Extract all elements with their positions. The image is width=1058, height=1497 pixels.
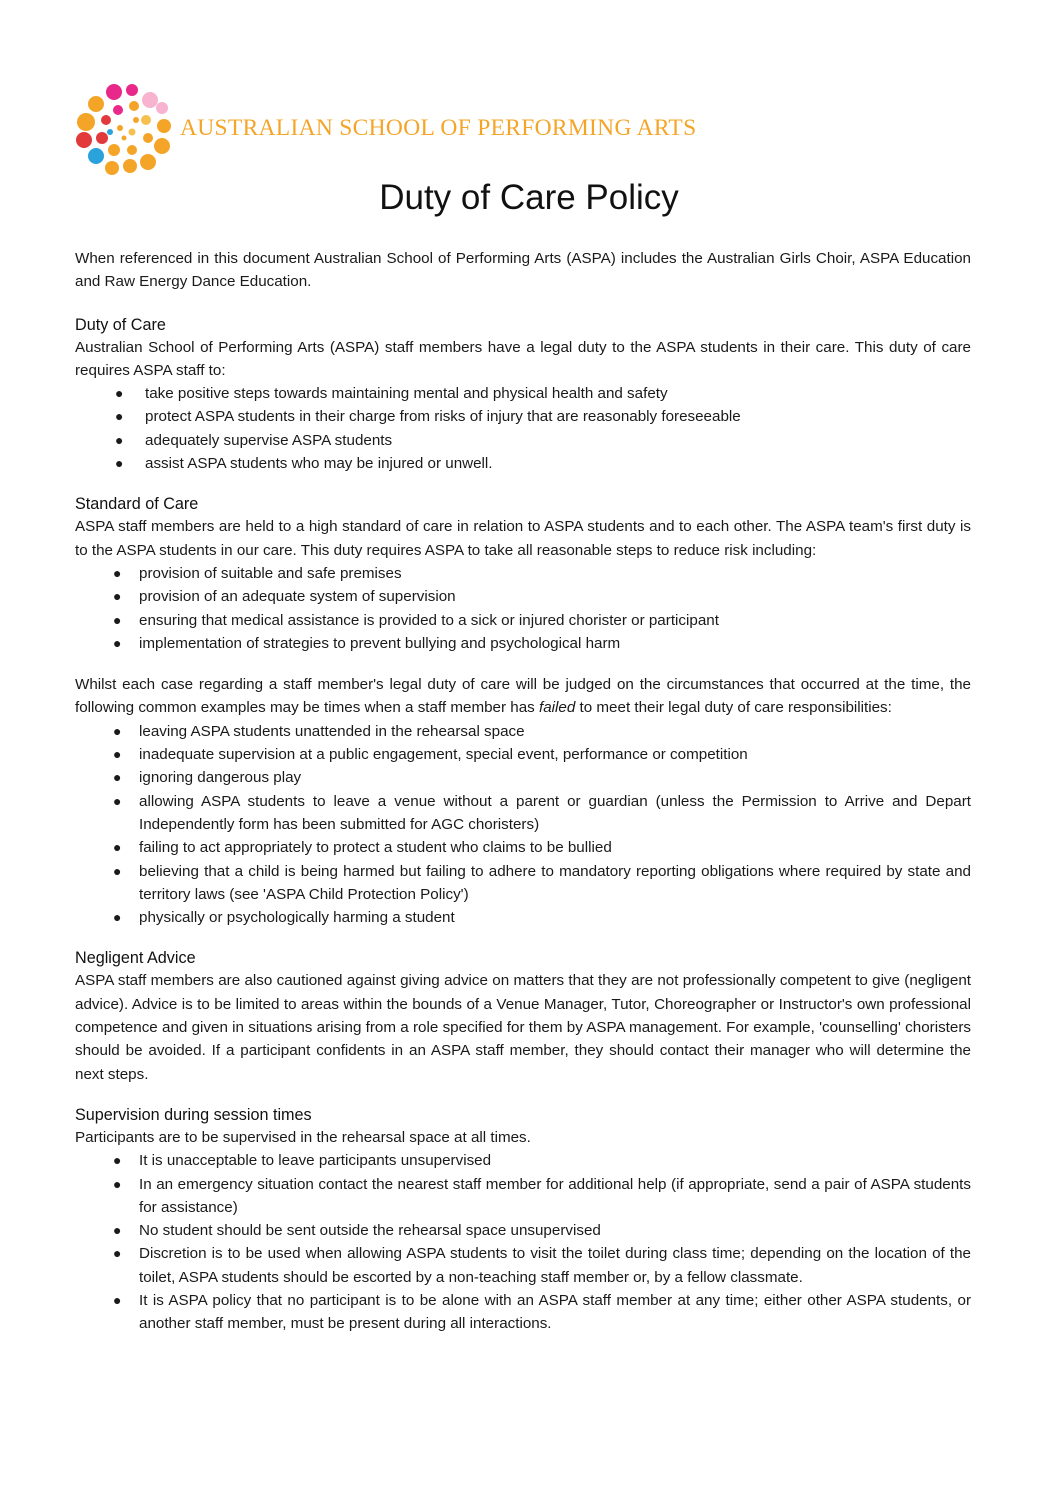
duty-of-care-paragraph: Australian School of Performing Arts (ASPA) staff members have a legal duty to the ASPA students in their care. This duty of care requires ASPA staff to: bbox=[75, 338, 971, 379]
list-item: ● inadequate supervision at a public engagement, special event, performance or competition bbox=[75, 743, 971, 766]
bullet-icon: ● bbox=[113, 1152, 122, 1169]
bullet-icon: ● bbox=[113, 564, 122, 581]
list-item: ● ensuring that medical assistance is provided to a sick or injured chorister or participant bbox=[75, 609, 971, 632]
list-item: ● believing that a child is being harmed but failing to adhere to mandatory reporting obligations where required by state and territory laws (see 'ASPA Child Protection Policy') bbox=[75, 860, 971, 907]
bullet-icon: ● bbox=[113, 634, 122, 651]
list-item: ● allowing ASPA students to leave a venue without a parent or guardian (unless the Permission to Arrive and Depart Independently form has been submitted for AGC choristers) bbox=[75, 790, 971, 837]
spacer bbox=[75, 1086, 971, 1104]
bullet-icon: ● bbox=[115, 455, 124, 472]
list-item: ● adequately supervise ASPA students bbox=[75, 429, 971, 452]
negligent-advice-paragraph: ASPA staff members are also cautioned against giving advice on matters that they are not professionally competent to give (negligent advice). Advice is to be limited to areas within the bounds of a Venue Manager, Tutor, Choreographer or Instructor's own professional competence and given in situations arising from a role specified for them by ASPA management. For example, 'counselling' choristers should be avoided. If a participant confidents in an ASPA staff member, they should contact their manager who will determine the next steps. bbox=[75, 972, 971, 1083]
list-item: ● failing to act appropriately to protect a student who claims to be bullied bbox=[75, 836, 971, 859]
list-item: ● protect ASPA students in their charge from risks of injury that are reasonably foreseeable bbox=[75, 405, 971, 428]
list-item: ● assist ASPA students who may be injured or unwell. bbox=[75, 452, 971, 475]
bullet-icon: ● bbox=[113, 746, 122, 763]
page-title: Duty of Care Policy bbox=[379, 178, 679, 217]
organization-name: AUSTRALIAN SCHOOL OF PERFORMING ARTS bbox=[180, 114, 697, 141]
bullet-icon: ● bbox=[113, 1291, 122, 1308]
standard-of-care-paragraph: ASPA staff members are held to a high standard of care in relation to ASPA students and to each other. The ASPA team's first duty is to the ASPA students in our care. This duty requires ASPA to take all reasonable steps to reduce risk including: bbox=[75, 518, 971, 559]
bullet-icon: ● bbox=[113, 769, 122, 786]
bullet-icon: ● bbox=[115, 408, 124, 425]
section-heading-supervision: Supervision during session times bbox=[75, 1105, 312, 1124]
bullet-icon: ● bbox=[113, 1222, 122, 1239]
list-item: ● It is unacceptable to leave participants unsupervised bbox=[75, 1149, 971, 1172]
list-item: ● provision of suitable and safe premises bbox=[75, 562, 971, 585]
failures-paragraph: Whilst each case regarding a staff member's legal duty of care will be judged on the circumstances that occurred at the time, the following common examples may be times when a staff member has failed to meet their legal duty of care responsibilities: bbox=[75, 676, 971, 717]
section-heading-negligent-advice: Negligent Advice bbox=[75, 949, 196, 968]
list-item: ● implementation of strategies to prevent bullying and psychological harm bbox=[75, 632, 971, 655]
bullet-icon: ● bbox=[113, 862, 122, 879]
bullet-icon: ● bbox=[113, 1175, 122, 1192]
intro-paragraph: When referenced in this document Australian School of Performing Arts (ASPA) includes the Australian Girls Choir, ASPA Education and Raw Energy Dance Education. bbox=[75, 250, 971, 291]
emphasis-failed: failed bbox=[538, 699, 576, 717]
list-item: ● leaving ASPA students unattended in the rehearsal space bbox=[75, 720, 971, 743]
bullet-icon: ● bbox=[113, 722, 122, 739]
bullet-icon: ● bbox=[113, 909, 122, 926]
aspa-logo-icon bbox=[74, 80, 174, 176]
list-item: ● physically or psychologically harming a student bbox=[75, 906, 971, 929]
bullet-icon: ● bbox=[113, 611, 122, 628]
list-item: ● Discretion is to be used when allowing ASPA students to visit the toilet during class time; depending on the location of the toilet, ASPA students should be escorted by a non-teaching staff member or, by a fellow classmate. bbox=[75, 1242, 971, 1289]
bullet-icon: ● bbox=[115, 431, 124, 448]
document-body bbox=[75, 247, 971, 1354]
list-item: ● In an emergency situation contact the nearest staff member for additional help (if appropriate, send a pair of ASPA students for assistance) bbox=[75, 1173, 971, 1220]
supervision-paragraph: Participants are to be supervised in the rehearsal space at all times. bbox=[75, 1128, 531, 1146]
section-heading-standard-of-care: Standard of Care bbox=[75, 495, 199, 514]
duty-of-care-list bbox=[75, 382, 971, 475]
bullet-icon: ● bbox=[113, 1245, 122, 1262]
bullet-icon: ● bbox=[113, 792, 122, 809]
list-item: ● ignoring dangerous play bbox=[75, 766, 971, 789]
bullet-icon: ● bbox=[113, 588, 122, 605]
list-item: ● No student should be sent outside the rehearsal space unsupervised bbox=[75, 1219, 971, 1242]
list-item: ● provision of an adequate system of supervision bbox=[75, 585, 971, 608]
standard-of-care-list bbox=[75, 562, 971, 655]
header bbox=[74, 80, 724, 176]
supervision-list bbox=[75, 1149, 971, 1335]
failures-list bbox=[75, 720, 971, 930]
bullet-icon: ● bbox=[113, 839, 122, 856]
list-item: ● take positive steps towards maintaining mental and physical health and safety bbox=[75, 382, 971, 405]
bullet-icon: ● bbox=[115, 385, 124, 402]
section-heading-duty-of-care: Duty of Care bbox=[75, 315, 166, 334]
list-item: ● It is ASPA policy that no participant is to be alone with an ASPA staff member at any time; either other ASPA students, or another staff member, must be present during all interactions. bbox=[75, 1289, 971, 1336]
